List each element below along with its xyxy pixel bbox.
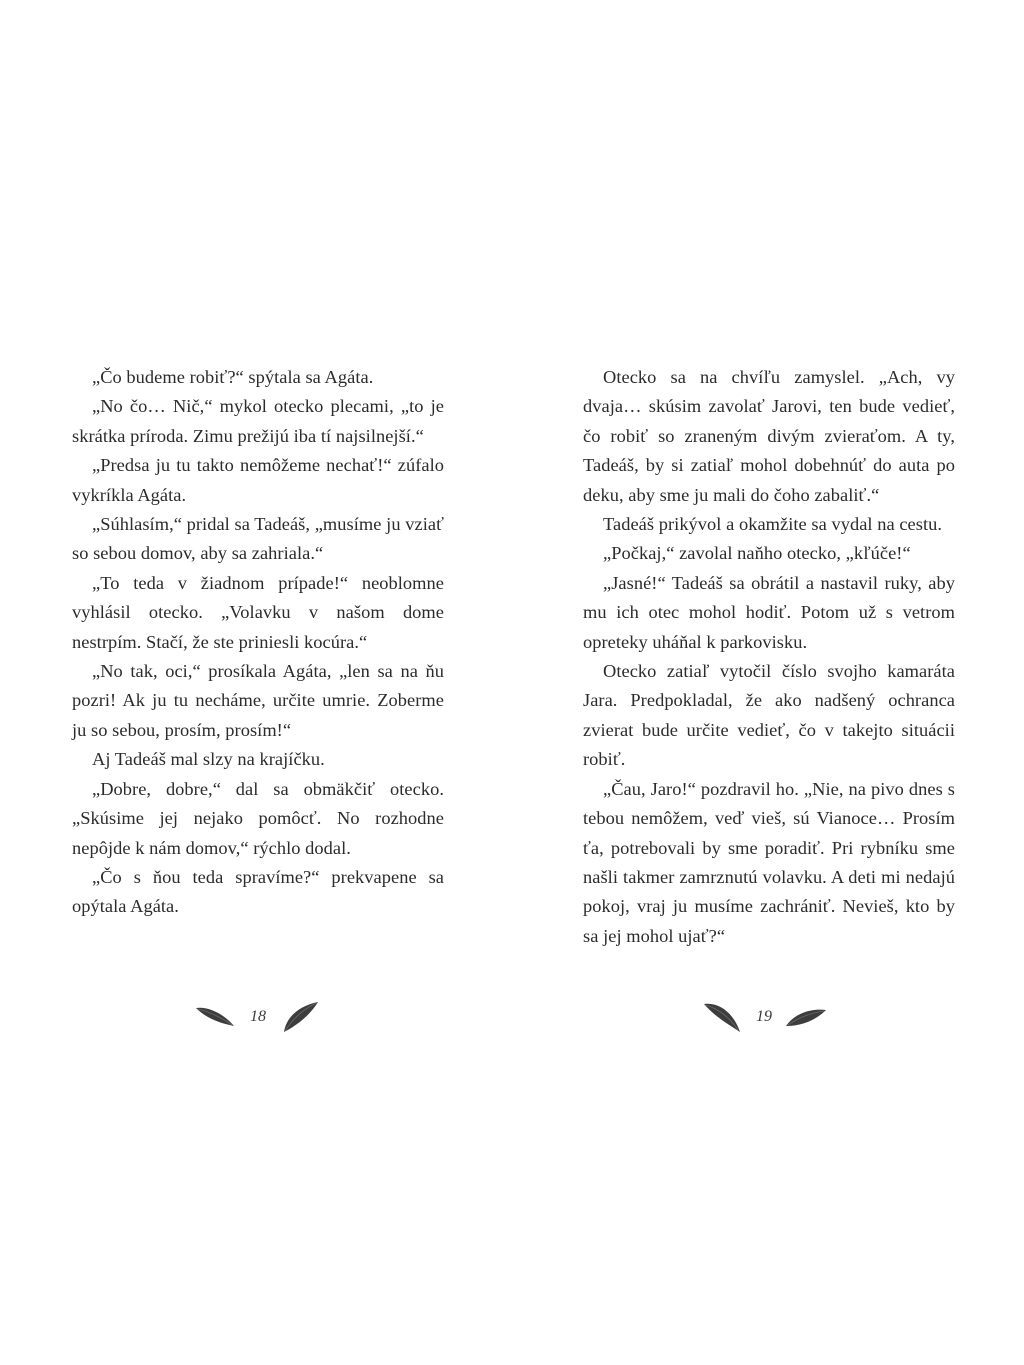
paragraph: „Predsa ju tu takto nemôžeme nechať!“ zúfalo vykríkla Agáta.: [72, 455, 444, 505]
paragraph: „Počkaj,“ zavolal naňho otecko, „kľúče!“: [603, 543, 911, 564]
paragraph: Otecko sa na chvíľu zamyslel. „Ach, vy dvaja… skúsim zavolať Jarovi, ten bude vedieť, čo robiť so zraneným divým zvieraťom. A ty, Tadeáš, by si zatiaľ mohol dobehnúť do auta po deku, aby sme ju mali do čoho zabaliť.“: [583, 367, 955, 505]
page-number: 19: [756, 1008, 772, 1025]
left-page-footer: [194, 997, 322, 1037]
paragraph: „Čo budeme robiť?“ spýtala sa Agáta.: [92, 367, 374, 387]
paragraph: „Čo s ňou teda spravíme?“ prekvapene sa opýtala Agáta.: [72, 866, 444, 917]
feather-icon: [278, 1000, 322, 1034]
paragraph: Otecko zatiaľ vytočil číslo svojho kamaráta Jara. Predpokladal, že ako nadšený ochranca zvierat bude určite vedieť, čo v takejto situácii robiť.: [583, 661, 955, 770]
right-page: [583, 363, 955, 951]
paragraph: „No tak, oci,“ prosíkala Agáta, „len sa na ňu pozri! Ak ju tu necháme, určite umrie. Zoberme ju so sebou, prosím, prosím!“: [72, 661, 444, 740]
paragraph: „No čo… Nič,“ mykol otecko plecami, „to je skrátka príroda. Zimu prežijú iba tí najsilnejší.“: [72, 396, 444, 446]
paragraph: „Dobre, dobre,“ dal sa obmäkčiť otecko. „Skúsime jej nejako pomôcť. No rozhodne nepôjde k nám domov,“ rýchlo dodal.: [72, 778, 444, 858]
paragraph: Tadeáš prikývol a okamžite sa vydal na cestu.: [603, 514, 943, 535]
feather-icon: [784, 1000, 828, 1034]
paragraph: „To teda v žiadnom prípade!“ neoblomne vyhlásil otecko. „Volavku v našom dome nestrpím. Stačí, že ste priniesli kocúra.“: [72, 572, 444, 652]
paragraph: „Čau, Jaro!“ pozdravil ho. „Nie, na pivo dnes s tebou nemôžem, veď vieš, sú Vianoce… Prosím ťa, potrebovali by sme poradiť. Pri rybníku sme našli takmer zamrznutú volavku. A deti mi nedajú pokoj, vraj ju musíme zachrániť. Nevieš, kto by sa jej mohol ujať?“: [583, 778, 955, 946]
right-page-footer: [700, 997, 828, 1037]
feather-icon: [700, 1000, 744, 1034]
right-page-text: [583, 363, 955, 951]
left-page-text: [72, 363, 444, 922]
feather-icon: [194, 1000, 238, 1034]
paragraph: Aj Tadeáš mal slzy na krajíčku.: [92, 749, 325, 770]
paragraph: „Súhlasím,“ pridal sa Tadeáš, „musíme ju vziať so sebou domov, aby sa zahriala.“: [72, 514, 444, 564]
page-number: 18: [250, 1008, 266, 1025]
left-page: [72, 363, 444, 922]
paragraph: „Jasné!“ Tadeáš sa obrátil a nastavil ruky, aby mu ich otec mohol hodiť. Potom už s vetrom opreteky uháňal k parkovisku.: [583, 572, 955, 652]
